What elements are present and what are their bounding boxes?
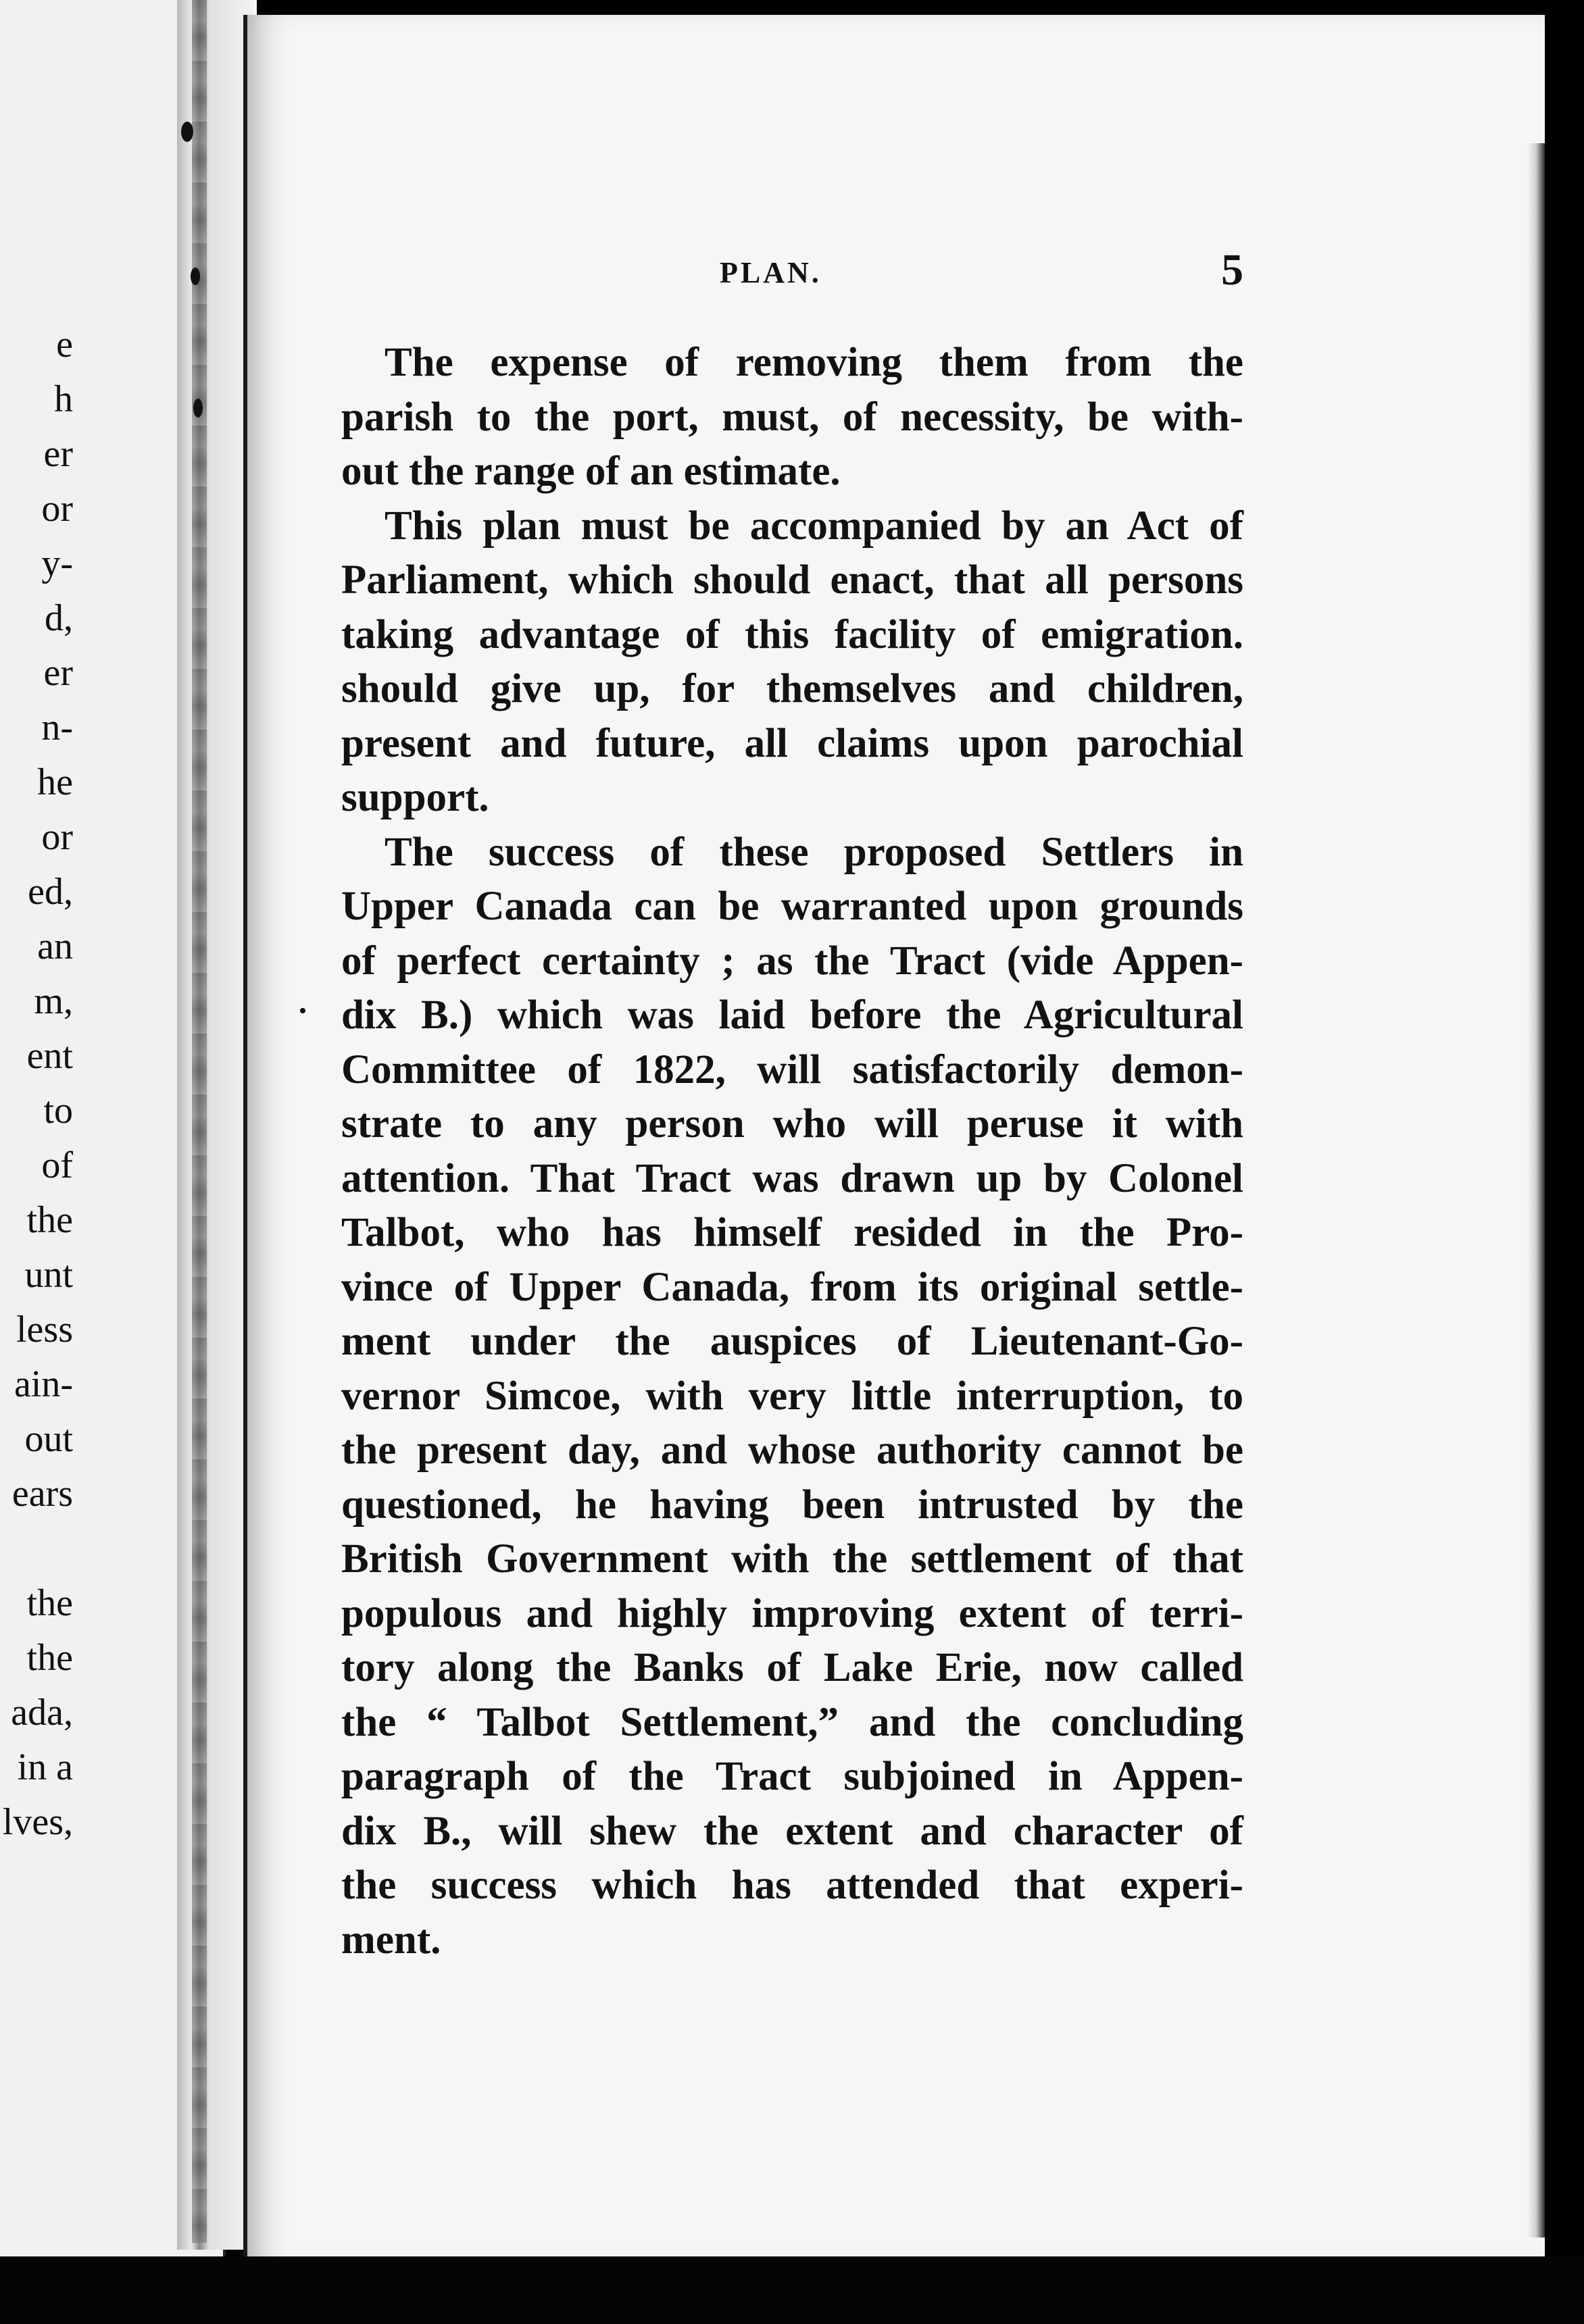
text-line: the present day, and whose authority cannot be <box>341 1428 1243 1473</box>
facing-page-fragment-line: or <box>41 488 73 530</box>
facing-page-fragment-line: the <box>26 1582 73 1624</box>
facing-page-fragment-line <box>0 1521 73 1576</box>
facing-page-fragment-line: h <box>54 378 73 420</box>
facing-page-fragment-line: lves, <box>2 1801 73 1843</box>
text-line: The expense of removing them from the <box>385 340 1243 385</box>
text-line: Parliament, which should enact, that all persons <box>341 557 1243 603</box>
text-line: dix B., will shew the extent and character of <box>341 1808 1243 1854</box>
text-line: of perfect certainty ; as the Tract (vide Appen- <box>341 938 1243 984</box>
text-line: Upper Canada can be warranted upon grounds <box>341 884 1243 929</box>
text-line: Committee of 1822, will satisfactorily demon- <box>341 1046 1243 1092</box>
running-head-title: PLAN. <box>720 256 822 289</box>
text-line: vernor Simcoe, with very little interruption, to <box>341 1373 1243 1419</box>
text-line: British Government with the settlement of that <box>341 1536 1243 1582</box>
facing-page-fragment-line: ent <box>26 1035 73 1077</box>
text-line: The success of these proposed Settlers in <box>385 829 1243 875</box>
text-line: ment under the auspices of Lieutenant-Go- <box>341 1319 1243 1364</box>
facing-page-fragment-line: less <box>16 1309 73 1350</box>
text-line: ment. <box>341 1917 441 1963</box>
text-line: dix B.) which was laid before the Agricultural <box>341 992 1243 1038</box>
facing-page-fragment-line: d, <box>45 597 73 639</box>
text-line: vince of Upper Canada, from its original settle- <box>341 1264 1243 1310</box>
facing-page-fragment-line: of <box>41 1144 73 1186</box>
facing-page-fragment-line: y- <box>41 542 73 584</box>
facing-page-fragment-line: out <box>24 1418 73 1460</box>
fold-shadow <box>192 0 207 2243</box>
facing-page-fragment-line: ed, <box>28 871 73 913</box>
text-line: present and future, all claims upon parochial <box>341 720 1243 766</box>
page-edge <box>1527 143 1545 2238</box>
facing-page-fragment-line: the <box>26 1199 73 1241</box>
facing-page-fragment-line: ada, <box>11 1692 73 1734</box>
binding-mark <box>181 122 193 142</box>
text-line: should give up, for themselves and children, <box>341 666 1243 711</box>
running-head <box>473 245 1243 303</box>
facing-page-fragment-line: er <box>43 652 73 694</box>
binding-mark <box>193 399 203 418</box>
facing-page-fragment-line: ears <box>11 1473 73 1515</box>
text-line: This plan must be accompanied by an Act of <box>385 503 1243 549</box>
facing-page-fragment-line: unt <box>24 1254 73 1296</box>
scan-bottom-border <box>0 2256 1584 2324</box>
facing-page-fragment-line: an <box>37 926 73 967</box>
facing-page-fragment-line: in a <box>17 1746 73 1788</box>
facing-page-fragment-line: he <box>37 761 73 803</box>
text-line: strate to any person who will peruse it with <box>341 1101 1243 1146</box>
text-line: parish to the port, must, of necessity, be with- <box>341 394 1243 440</box>
facing-page-fragment-line: n- <box>41 707 73 749</box>
text-line: Talbot, who has himself resided in the Pro- <box>341 1210 1243 1255</box>
body-text <box>341 336 1243 1967</box>
facing-page-fragment-line: to <box>43 1090 73 1132</box>
facing-page-fragment-line: m, <box>34 980 73 1022</box>
binding-mark <box>191 268 200 285</box>
text-line: paragraph of the Tract subjoined in Appen- <box>341 1754 1243 1799</box>
facing-page-fragment-line: er <box>43 433 73 475</box>
text-line: the success which has attended that experi- <box>341 1863 1243 1908</box>
page-number: 5 <box>1221 245 1243 295</box>
facing-page-fragment-line: the <box>26 1637 73 1679</box>
text-line: out the range of an estimate. <box>341 449 841 494</box>
ink-speck <box>300 1008 305 1013</box>
text-line: populous and highly improving extent of terri- <box>341 1590 1243 1636</box>
facing-page-fragment-line: e <box>56 324 73 365</box>
text-line: attention. That Tract was drawn up by Colonel <box>341 1155 1243 1201</box>
text-line: taking advantage of this facility of emigration. <box>341 611 1243 657</box>
facing-page-fragment-line: or <box>41 816 73 858</box>
text-line: support. <box>341 775 489 820</box>
text-line: the “ Talbot Settlement,” and the concluding <box>341 1699 1243 1745</box>
facing-page-fragment-line: ain- <box>14 1363 73 1405</box>
text-line: questioned, he having been intrusted by the <box>341 1482 1243 1527</box>
text-line: tory along the Banks of Lake Erie, now called <box>341 1645 1243 1690</box>
